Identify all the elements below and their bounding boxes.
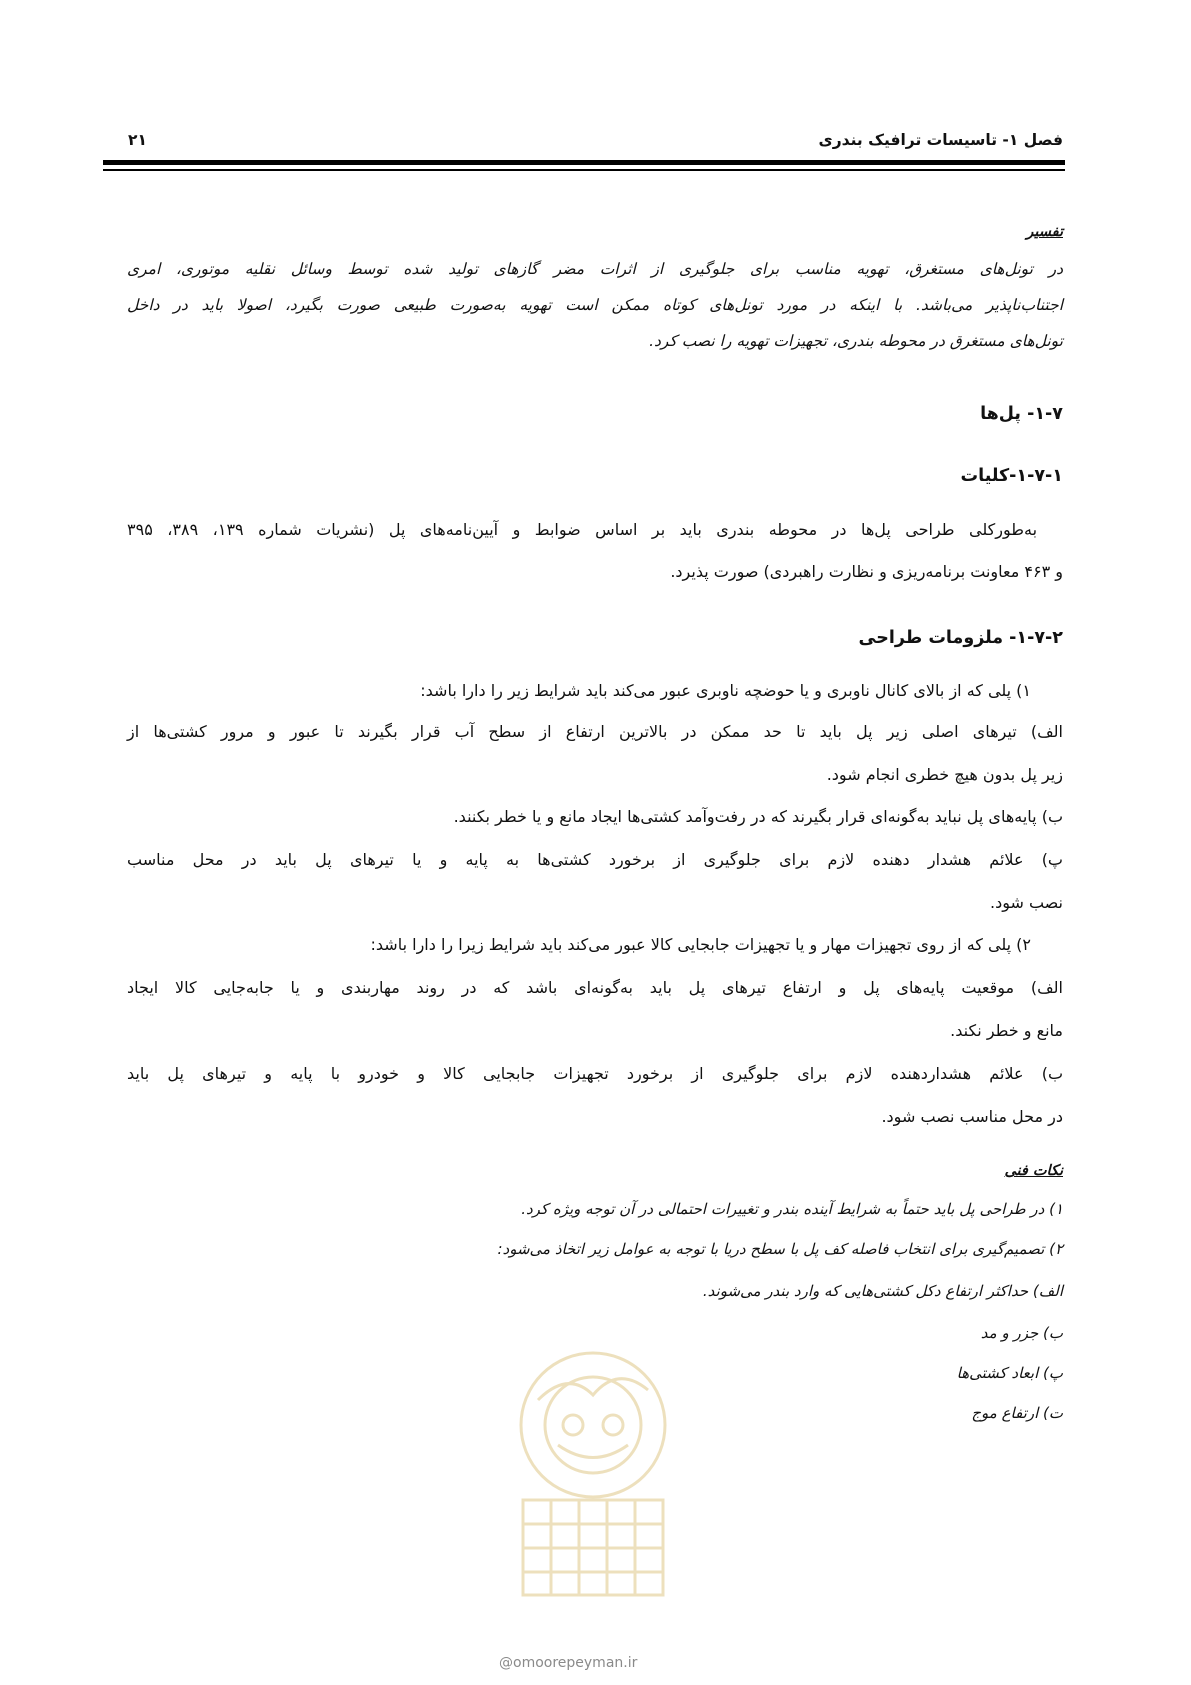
header-rule-thin xyxy=(103,169,1065,171)
technical-notes-title: نکات فنی xyxy=(1004,1163,1063,1179)
general-text-1: به‌طورکلی طراحی پل‌ها در محوطه بندری باید بر اساس ضوابط و آیین‌نامه‌های پل (نشریات شماره ۱۳۹، ۳۸۹، ۳۹۵ xyxy=(127,520,1038,539)
section-requirements-title: ۱-۷-۲- ملزومات طراحی xyxy=(858,628,1063,648)
interpretation-title: تفسیر xyxy=(1026,224,1063,240)
technical-note-1: ۱) در طراحی پل باید حتماً به شرایط آینده بندر و تغییرات احتمالی در آن توجه ویژه کرد. xyxy=(521,1200,1063,1218)
watermark-url: @omoorepeyman.ir xyxy=(499,1655,638,1671)
page-number: ۲۱ xyxy=(128,131,147,149)
req-item-1-a-line1: الف) تیرهای اصلی زیر پل باید تا حد ممکن در بالاترین ارتفاع از سطح آب قرار بگیرند تا عبور و مرور کشتی‌ها از xyxy=(127,722,1063,741)
header-rule-thick xyxy=(103,160,1065,165)
technical-note-sub-p: پ) ابعاد کشتی‌ها xyxy=(956,1364,1063,1382)
interpretation-line-1: در تونل‌های مستغرق، تهویه مناسب برای جلوگیری از اثرات مضر گازهای تولید شده توسط وسائل نقلیه موتوری، امری xyxy=(127,260,1063,278)
req-item-2-b-line1: ب) علائم هشداردهنده لازم برای جلوگیری از برخورد تجهیزات جابجایی کالا و خودرو با پایه و تیرهای پل باید xyxy=(127,1064,1063,1083)
req-item-1-a-line2: زیر پل بدون هیچ خطری انجام شود. xyxy=(826,765,1063,784)
section-general-title: ۱-۷-۱-کلیات xyxy=(960,466,1063,486)
section-bridges-title: ۱-۷- پل‌ها xyxy=(980,404,1063,424)
technical-note-2: ۲) تصمیم‌گیری برای انتخاب فاصله کف پل با سطح دریا با توجه به عوامل زیر اتخاذ می‌شود: xyxy=(497,1240,1063,1258)
general-line-1 xyxy=(127,520,1063,539)
interpretation-line-2: اجتناب‌ناپذیر می‌باشد. با اینکه در مورد تونل‌های کوتاه ممکن است تهویه به‌صورت طبیعی صورت بگیرد، اصولا باید در داخل xyxy=(127,296,1063,314)
req-item-2-a-line2: مانع و خطر نکند. xyxy=(950,1021,1063,1040)
watermark-logo xyxy=(498,1340,688,1615)
interpretation-line-3: تونل‌های مستغرق در محوطه بندری، تجهیزات تهویه را نصب کرد. xyxy=(649,332,1063,350)
req-item-2-b-line2: در محل مناسب نصب شود. xyxy=(881,1107,1063,1126)
req-item-2: ۲) پلی که از روی تجهیزات مهار و یا تجهیزات جابجایی کالا عبور می‌کند باید شرایط زیرا را دارا باشد: xyxy=(370,935,1031,954)
req-item-1-p-line1: پ) علائم هشدار دهنده لازم برای جلوگیری از برخورد کشتی‌ها به پایه و یا تیرهای پل باید در محل مناسب xyxy=(127,850,1063,869)
req-item-2-a-line1: الف) موقعیت پایه‌های پل و ارتفاع تیرهای پل باید به‌گونه‌ای باشد که در روند مهاربندی و یا جابه‌جایی کالا ایجاد xyxy=(127,978,1063,997)
technical-note-sub-b: ب) جزر و مد xyxy=(980,1324,1063,1342)
chapter-title: فصل ۱- تاسیسات ترافیک بندری xyxy=(818,131,1063,149)
req-item-1-p-line2: نصب شود. xyxy=(989,893,1063,912)
general-line-2: و ۴۶۳ معاونت برنامه‌ریزی و نظارت راهبردی) صورت پذیرد. xyxy=(670,562,1063,581)
technical-note-sub-a: الف) حداکثر ارتفاع دکل کشتی‌هایی که وارد بندر می‌شوند. xyxy=(702,1282,1063,1300)
technical-note-sub-t: ت) ارتفاع موج xyxy=(971,1404,1063,1422)
req-item-1-b: ب) پایه‌های پل نباید به‌گونه‌ای قرار بگیرند که در رفت‌وآمد کشتی‌ها ایجاد مانع و یا خطر بکنند. xyxy=(453,807,1063,826)
req-item-1: ۱) پلی که از بالای کانال ناوبری و یا حوضچه ناوبری عبور می‌کند باید شرایط زیر را دارا باشد: xyxy=(420,681,1031,700)
